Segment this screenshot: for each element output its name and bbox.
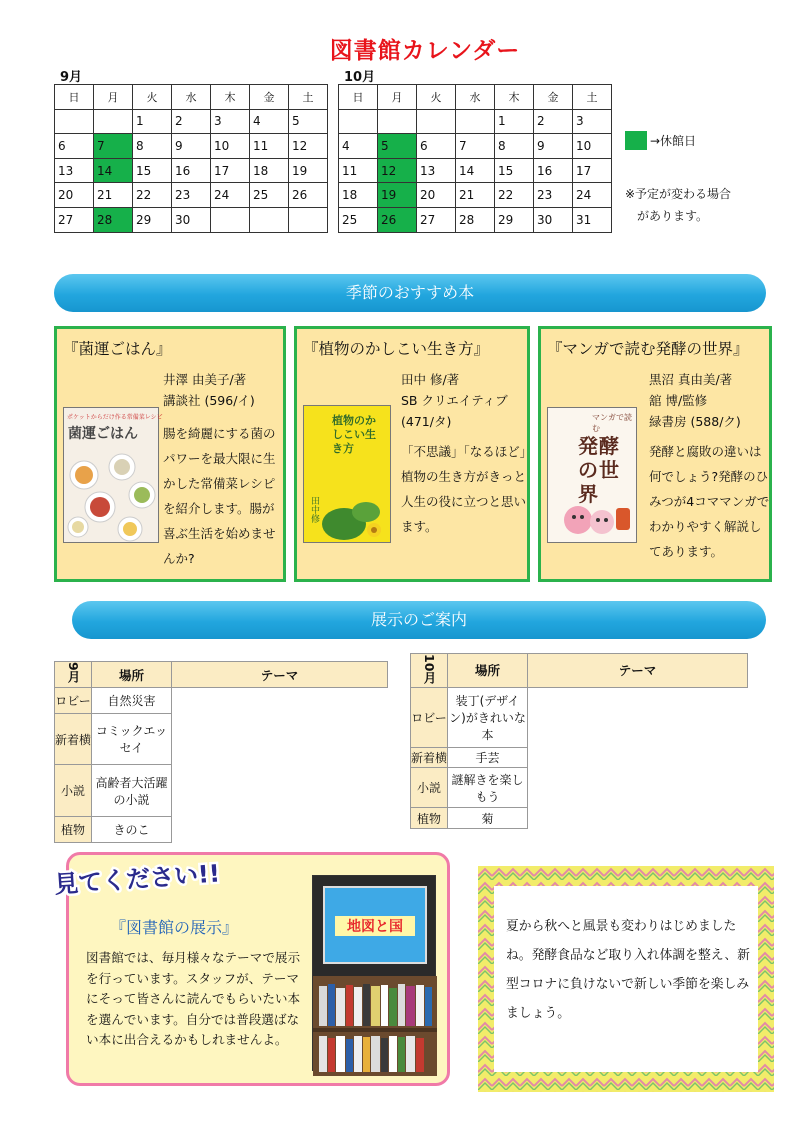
place-cell: ロビー xyxy=(55,688,92,714)
book-publisher: 緑書房 (588/ク) xyxy=(649,414,741,429)
calendar-day: 19 xyxy=(378,183,417,208)
calendar-day: 11 xyxy=(250,134,289,159)
calendar-day: 29 xyxy=(495,207,534,232)
exhibit-table-september xyxy=(54,661,388,843)
calendar-day xyxy=(456,109,495,134)
book-publisher: SB クリエイティブ xyxy=(401,393,508,408)
weekday-header: 土 xyxy=(573,85,612,110)
book-card-3 xyxy=(538,326,772,582)
recommend-banner: 季節のおすすめ本 xyxy=(54,274,766,312)
theme-cell: 高齢者大活躍の小説 xyxy=(92,765,172,816)
calendar-day: 25 xyxy=(339,207,378,232)
bookshelf-illustration xyxy=(313,976,437,1076)
calendar-day: 2 xyxy=(534,109,573,134)
weekday-header: 日 xyxy=(339,85,378,110)
display-description: 図書館では、毎月様々なテーマで展示を行っています。スタッフが、テーマにそって皆さんに読んでもらいたい本を選んでいます。自分では普段選ばない本に出合えるかもしれませんよ。 xyxy=(86,950,301,1047)
book-title: 『菌運ごはん』 xyxy=(63,340,172,358)
calendar-day: 12 xyxy=(289,134,328,159)
calendar-day: 25 xyxy=(250,183,289,208)
book-card-1 xyxy=(54,326,286,582)
exhibit-month xyxy=(411,654,448,688)
cover-top-text: ポケットからだけ作る常備菜レシピ xyxy=(67,414,163,421)
book-author: 井澤 由美子/著 xyxy=(163,372,247,387)
calendar-day: 4 xyxy=(250,109,289,134)
theme-cell: 装丁(デザイン)がきれいな本 xyxy=(448,687,528,747)
calendar-day xyxy=(211,207,250,232)
calendar-oct-label: 10月 xyxy=(344,70,376,85)
calendar-day: 5 xyxy=(289,109,328,134)
calendar-day: 7 xyxy=(456,134,495,159)
calendar-day: 16 xyxy=(534,158,573,183)
calendar-sep-label: 9月 xyxy=(60,70,83,85)
cover-title: 菌運ごはん xyxy=(68,426,138,442)
calendar-day: 27 xyxy=(417,207,456,232)
weekday-header: 金 xyxy=(534,85,573,110)
weekday-header: 金 xyxy=(250,85,289,110)
calendar-day: 20 xyxy=(417,183,456,208)
book-cover-image xyxy=(547,407,637,543)
weekday-header: 火 xyxy=(133,85,172,110)
weekday-header: 月 xyxy=(94,85,133,110)
calendar-day: 18 xyxy=(250,158,289,183)
calendar-day: 23 xyxy=(172,183,211,208)
place-cell: 小説 xyxy=(411,768,448,808)
theme-cell: 自然災害 xyxy=(92,688,172,714)
place-cell: 新着横 xyxy=(55,714,92,765)
note-line-2: があります。 xyxy=(637,209,709,223)
closed-day-swatch xyxy=(625,131,647,150)
cover-top-text: マンガで読む xyxy=(592,413,632,433)
book-call-number: (471/タ) xyxy=(401,414,452,429)
exhibit-banner: 展示のご案内 xyxy=(72,601,766,639)
calendar-day: 1 xyxy=(133,109,172,134)
calendar-october xyxy=(338,84,612,233)
book-description: 「不思議」「なるほど」植物の生き方がきっと人生の役に立つと思います。 xyxy=(401,444,527,534)
calendar-day: 14 xyxy=(94,158,133,183)
book-meta xyxy=(163,369,255,411)
book-title: 『マンガで読む発酵の世界』 xyxy=(547,340,749,358)
calendar-day xyxy=(94,109,133,134)
calendar-day: 12 xyxy=(378,158,417,183)
col-place: 場所 xyxy=(92,662,172,688)
calendar-day: 6 xyxy=(55,134,94,159)
calendar-day: 5 xyxy=(378,134,417,159)
book-card-2 xyxy=(294,326,530,582)
calendar-day: 24 xyxy=(211,183,250,208)
place-cell: 植物 xyxy=(411,808,448,829)
calendar-day: 6 xyxy=(417,134,456,159)
calendar-day: 13 xyxy=(417,158,456,183)
col-theme: テーマ xyxy=(172,662,388,688)
note-line-1: ※予定が変わる場合 xyxy=(625,187,732,201)
theme-cell: きのこ xyxy=(92,816,172,842)
cover-title: 植物のかしこい生き方 xyxy=(332,414,376,455)
calendar-day: 24 xyxy=(573,183,612,208)
display-subtitle: 『図書館の展示』 xyxy=(110,918,239,937)
plant-illustration xyxy=(304,486,392,546)
place-cell: ロビー xyxy=(411,687,448,747)
calendar-day: 11 xyxy=(339,158,378,183)
cover-author: 田中修 xyxy=(309,496,319,523)
place-cell: 小説 xyxy=(55,765,92,816)
calendar-day: 16 xyxy=(172,158,211,183)
calendar-day xyxy=(417,109,456,134)
book-meta xyxy=(649,369,741,432)
theme-cell: 菊 xyxy=(448,808,528,829)
place-cell: 植物 xyxy=(55,816,92,842)
book-cover-image xyxy=(303,405,391,543)
place-cell: 新着横 xyxy=(411,747,448,768)
calendar-day: 30 xyxy=(172,207,211,232)
book-description: 発酵と腐敗の違いは何でしょう?発酵のひみつが4コママンガでわかりやすく解説してあります。 xyxy=(649,444,770,559)
calendar-day: 10 xyxy=(211,134,250,159)
calendar-day: 30 xyxy=(534,207,573,232)
calendar-day: 31 xyxy=(573,207,612,232)
calendar-day: 21 xyxy=(456,183,495,208)
calendar-day: 29 xyxy=(133,207,172,232)
exhibit-month-label: 9月 xyxy=(66,662,81,684)
cover-title: 発酵の世界 xyxy=(578,434,620,506)
display-sign xyxy=(323,886,427,964)
calendar-day: 10 xyxy=(573,134,612,159)
weekday-header: 木 xyxy=(211,85,250,110)
weekday-header: 木 xyxy=(495,85,534,110)
calendar-day: 19 xyxy=(289,158,328,183)
calendar-day xyxy=(378,109,417,134)
book-author: 田中 修/著 xyxy=(401,372,460,387)
calendar-day: 17 xyxy=(573,158,612,183)
legend-label: →休館日 xyxy=(650,134,697,148)
calendar-day: 17 xyxy=(211,158,250,183)
calendar-day xyxy=(55,109,94,134)
calendar-day: 28 xyxy=(456,207,495,232)
book-description: 腸を綺麗にする菌のパワーを最大限に生かした常備菜レシピを紹介します。腸が喜ぶ生活を始めませんか? xyxy=(163,426,276,566)
exhibit-month xyxy=(55,662,92,688)
calendar-day: 8 xyxy=(495,134,534,159)
book-title: 『植物のかしこい生き方』 xyxy=(303,340,490,358)
calendar-day: 2 xyxy=(172,109,211,134)
theme-cell: コミックエッセイ xyxy=(92,714,172,765)
calendar-day: 22 xyxy=(133,183,172,208)
calendar-day: 1 xyxy=(495,109,534,134)
calendar-day: 4 xyxy=(339,134,378,159)
calendar-day: 13 xyxy=(55,158,94,183)
weekday-header: 火 xyxy=(417,85,456,110)
calendar-day: 23 xyxy=(534,183,573,208)
weekday-header: 土 xyxy=(289,85,328,110)
calendar-day: 26 xyxy=(289,183,328,208)
calendar-day: 8 xyxy=(133,134,172,159)
calendar-day: 3 xyxy=(211,109,250,134)
display-sign-text: 地図と国 xyxy=(335,916,415,936)
schedule-note xyxy=(625,183,731,227)
book-meta xyxy=(401,369,508,432)
calendar-day: 27 xyxy=(55,207,94,232)
display-shelf-photo xyxy=(312,875,436,1071)
book-cover-image xyxy=(63,407,163,543)
weekday-header: 水 xyxy=(456,85,495,110)
calendar-day: 28 xyxy=(94,207,133,232)
exhibit-month-label: 10月 xyxy=(422,654,437,684)
calendar-day: 18 xyxy=(339,183,378,208)
calendar-day: 26 xyxy=(378,207,417,232)
seasonal-message: 夏から秋へと風景も変わりはじめましたね。発酵食品など取り入れ体調を整え、新型コロナに負けないで新しい季節を楽しみましょう。 xyxy=(506,919,750,1021)
weekday-header: 水 xyxy=(172,85,211,110)
col-place: 場所 xyxy=(448,654,528,688)
book-supervisor: 舘 博/監修 xyxy=(649,393,708,408)
calendar-day: 22 xyxy=(495,183,534,208)
calendar-day: 15 xyxy=(495,158,534,183)
calendar-day xyxy=(250,207,289,232)
food-dishes-illustration xyxy=(64,445,160,545)
weekday-header: 日 xyxy=(55,85,94,110)
col-theme: テーマ xyxy=(528,654,748,688)
exhibit-table-october xyxy=(410,653,748,829)
calendar-day: 15 xyxy=(133,158,172,183)
calendar-day xyxy=(339,109,378,134)
calendar-day: 9 xyxy=(534,134,573,159)
weekday-header: 月 xyxy=(378,85,417,110)
calendar-september xyxy=(54,84,328,233)
book-publisher: 講談社 (596/イ) xyxy=(163,393,255,408)
book-author: 黒沼 真由美/著 xyxy=(649,372,733,387)
badge-text: 見てください!! xyxy=(53,859,221,899)
calendar-day: 20 xyxy=(55,183,94,208)
theme-cell: 謎解きを楽しもう xyxy=(448,768,528,808)
calendar-day: 21 xyxy=(94,183,133,208)
calendar-day: 7 xyxy=(94,134,133,159)
manga-characters-illustration xyxy=(548,494,638,544)
calendar-day xyxy=(289,207,328,232)
calendar-day: 14 xyxy=(456,158,495,183)
page-title: 図書館カレンダー xyxy=(329,38,521,64)
calendar-day: 3 xyxy=(573,109,612,134)
calendar-day: 9 xyxy=(172,134,211,159)
theme-cell: 手芸 xyxy=(448,747,528,768)
